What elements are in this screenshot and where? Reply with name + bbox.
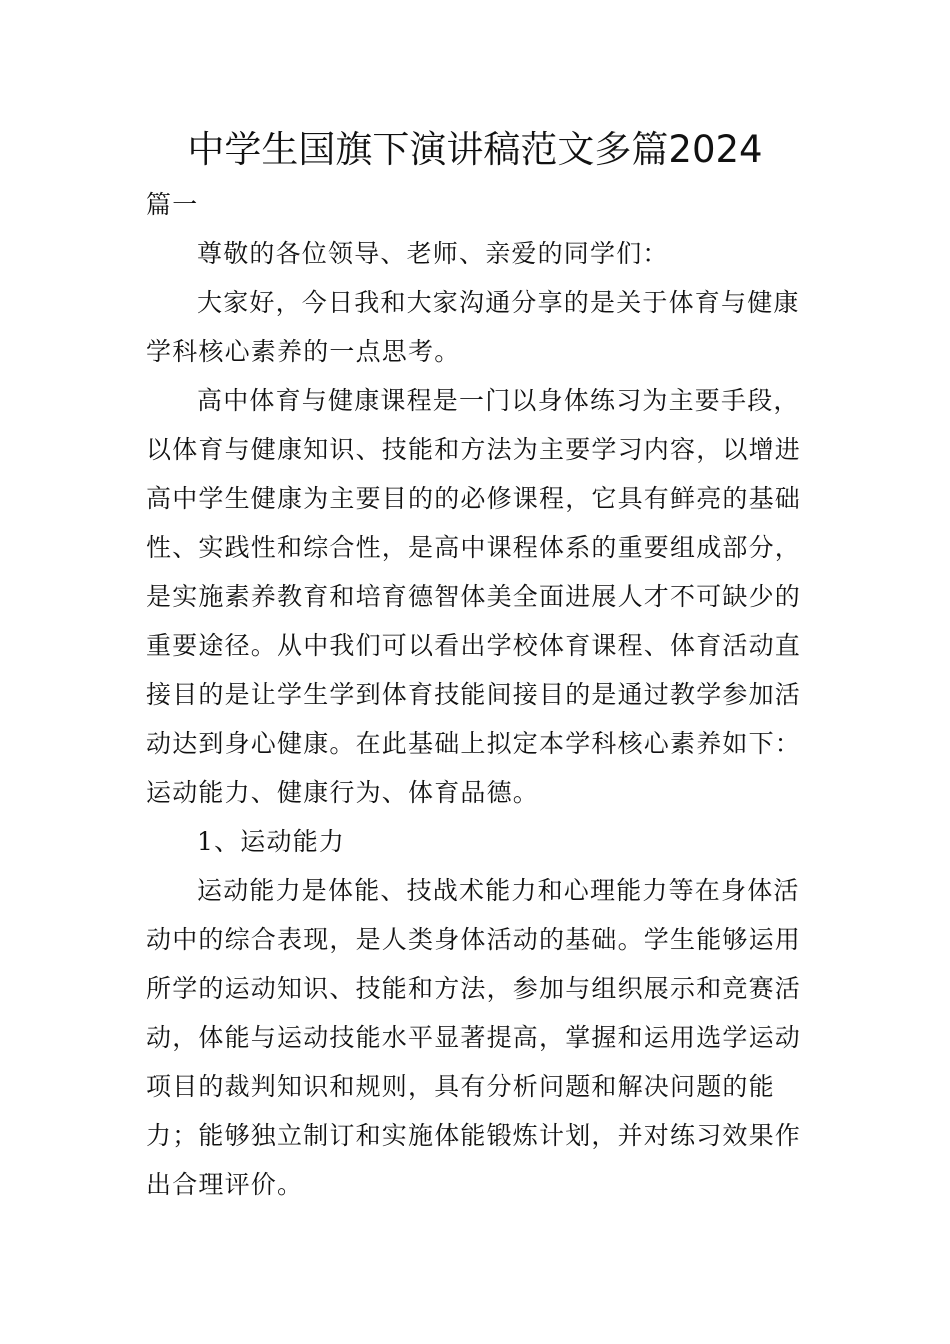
document-title: 中学生国旗下演讲稿范文多篇2024 [187, 128, 763, 171]
paragraph-intro: 大家好，今日我和大家沟通分享的是关于体育与健康学科核心素养的一点思考。 [146, 288, 800, 366]
section-label: 篇一 [146, 190, 199, 219]
subheading-motor-ability: 1、运动能力 [197, 827, 346, 856]
paragraph-motor-ability: 运动能力是体能、技战术能力和心理能力等在身体活动中的综合表现，是人类身体活动的基础。学生能够运用所学的运动知识、技能和方法，参加与组织展示和竞赛活动，体能与运动技能水平显著提高，掌握和运用选学运动项目的裁判知识和规则，具有分析问题和解决问题的能力；能够独立制订和实施体能锻炼计划，并对练习效果作出合理评价。 [146, 876, 802, 1199]
document-body [146, 180, 810, 1209]
paragraph-greeting: 尊敬的各位领导、老师、亲爱的同学们： [197, 239, 669, 268]
paragraph-curriculum: 高中体育与健康课程是一门以身体练习为主要手段，以体育与健康知识、技能和方法为主要学习内容，以增进高中学生健康为主要目的的必修课程，它具有鲜亮的基础性、实践性和综合性，是高中课程体系的重要组成部分，是实施素养教育和培育德智体美全面进展人才不可缺少的重要途径。从中我们可以看出学校体育课程、体育活动直接目的是让学生学到体育技能间接目的是通过教学参加活动达到身心健康。在此基础上拟定本学科核心素养如下：运动能力、健康行为、体育品德。 [146, 386, 802, 807]
